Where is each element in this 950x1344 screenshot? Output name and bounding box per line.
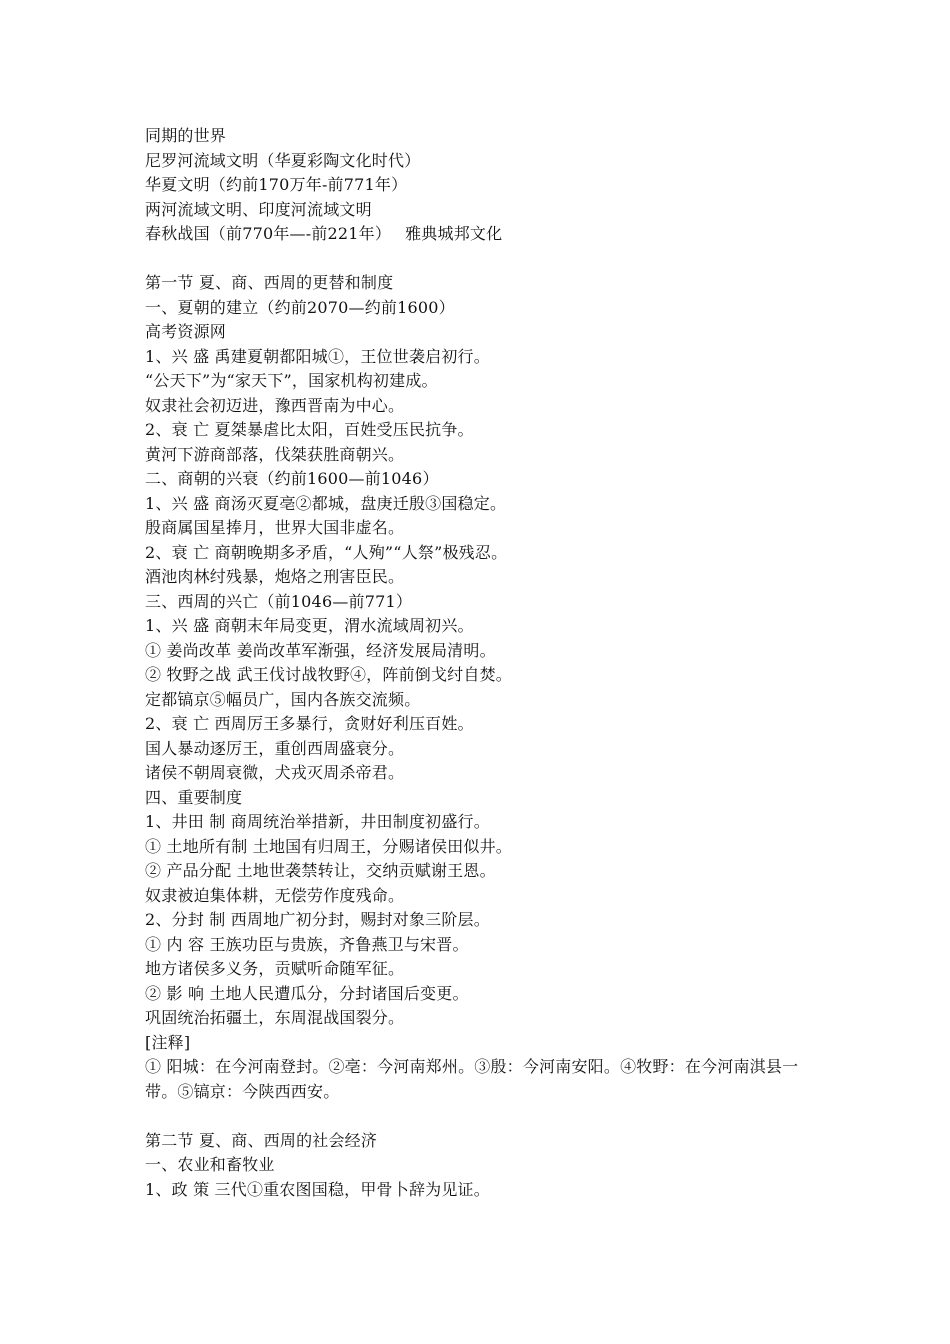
text-line: 一、夏朝的建立（约前2070—约前1600） [145, 297, 455, 317]
intro-line: 华夏文明（约前170万年-前771年） [145, 175, 408, 194]
text-line: 1、兴 盛 禹建夏朝都阳城①，王位世袭启初行。 [145, 346, 490, 366]
text-line: 殷商属国星捧月，世界大国非虚名。 [145, 518, 405, 537]
section-title: 第二节 夏、商、西周的社会经济 [145, 1130, 378, 1150]
intro-line-right: 雅典城邦文化 [405, 224, 503, 243]
text-line: ② 产品分配 土地世袭禁转让，交纳贡赋谢王恩。 [145, 861, 496, 880]
notes-heading: [注释] [145, 1032, 191, 1052]
intro-line-left: 春秋战国（前770年—-前221年） [145, 224, 392, 243]
text-line: 1、兴 盛 商汤灭夏亳②都城，盘庚迁殷③国稳定。 [145, 493, 507, 513]
text-line: 地方诸侯多义务，贡赋听命随军征。 [145, 959, 405, 978]
text-line: 酒池肉林纣残暴，炮烙之刑害臣民。 [145, 567, 405, 586]
text-line: ① 土地所有制 土地国有归周王，分赐诸侯田似井。 [145, 836, 512, 856]
text-line: 2、衰 亡 西周厉王多暴行，贪财好利压百姓。 [145, 714, 474, 733]
text-line: 高考资源网 [145, 322, 227, 341]
text-line: 二、商朝的兴衰（约前1600—前1046） [145, 469, 439, 488]
text-line: 1、兴 盛 商朝末年局变更，渭水流域周初兴。 [145, 616, 474, 635]
text-line: “公天下”为“家天下”，国家机构初建成。 [145, 371, 438, 390]
text-line: ② 影 响 土地人民遭瓜分，分封诸国后变更。 [145, 983, 469, 1003]
text-line: 2、衰 亡 夏桀暴虐比太阳，百姓受压民抗争。 [145, 420, 474, 439]
blank-line [145, 247, 825, 272]
text-line: 定都镐京⑤幅员广，国内各族交流频。 [145, 689, 421, 709]
text-line: 巩固统治拓疆土，东周混战国裂分。 [145, 1008, 405, 1027]
text-line: 2、衰 亡 商朝晚期多矛盾，“人殉”“人祭”极残忍。 [145, 542, 508, 562]
text-line: 1、政 策 三代①重农图国稳，甲骨卜辞为见证。 [145, 1179, 490, 1199]
text-line: 奴隶社会初迈进，豫西晋南为中心。 [145, 395, 405, 415]
intro-line: 尼罗河流域文明（华夏彩陶文化时代） [145, 150, 421, 170]
text-line: ① 内 容 王族功臣与贵族，齐鲁燕卫与宋晋。 [145, 934, 469, 954]
text-line: 2、分封 制 西周地广初分封，赐封对象三阶层。 [145, 910, 490, 929]
text-line: 国人暴动逐厉王，重创西周盛衰分。 [145, 738, 405, 758]
text-line: ② 牧野之战 武王伐讨战牧野④，阵前倒戈纣自焚。 [145, 665, 512, 684]
notes-text: ① 阳城：在今河南登封。②亳：今河南郑州。③殷：今河南安阳。④牧野：在今河南淇县一带。⑤镐京：今陕西西安。 [145, 1057, 799, 1101]
intro-line: 同期的世界 [145, 126, 227, 145]
text-line: 奴隶被迫集体耕，无偿劳作度残命。 [145, 885, 405, 905]
text-line: ① 姜尚改革 姜尚改革军渐强，经济发展局清明。 [145, 640, 496, 660]
text-line: 一、农业和畜牧业 [145, 1155, 275, 1174]
intro-line [145, 222, 825, 247]
text-line: 三、西周的兴亡（前1046—前771） [145, 591, 413, 611]
text-line: 1、井田 制 商周统治举措新，井田制度初盛行。 [145, 812, 490, 831]
intro-line: 两河流域文明、印度河流域文明 [145, 199, 372, 219]
text-line: 黄河下游商部落，伐桀获胜商朝兴。 [145, 444, 405, 464]
section-title: 第一节 夏、商、西周的更替和制度 [145, 273, 394, 292]
text-line: 诸侯不朝周衰微，犬戎灭周杀帝君。 [145, 763, 405, 782]
text-line: 四、重要制度 [145, 787, 243, 807]
blank-line [145, 1104, 825, 1129]
document-body [145, 124, 825, 1202]
